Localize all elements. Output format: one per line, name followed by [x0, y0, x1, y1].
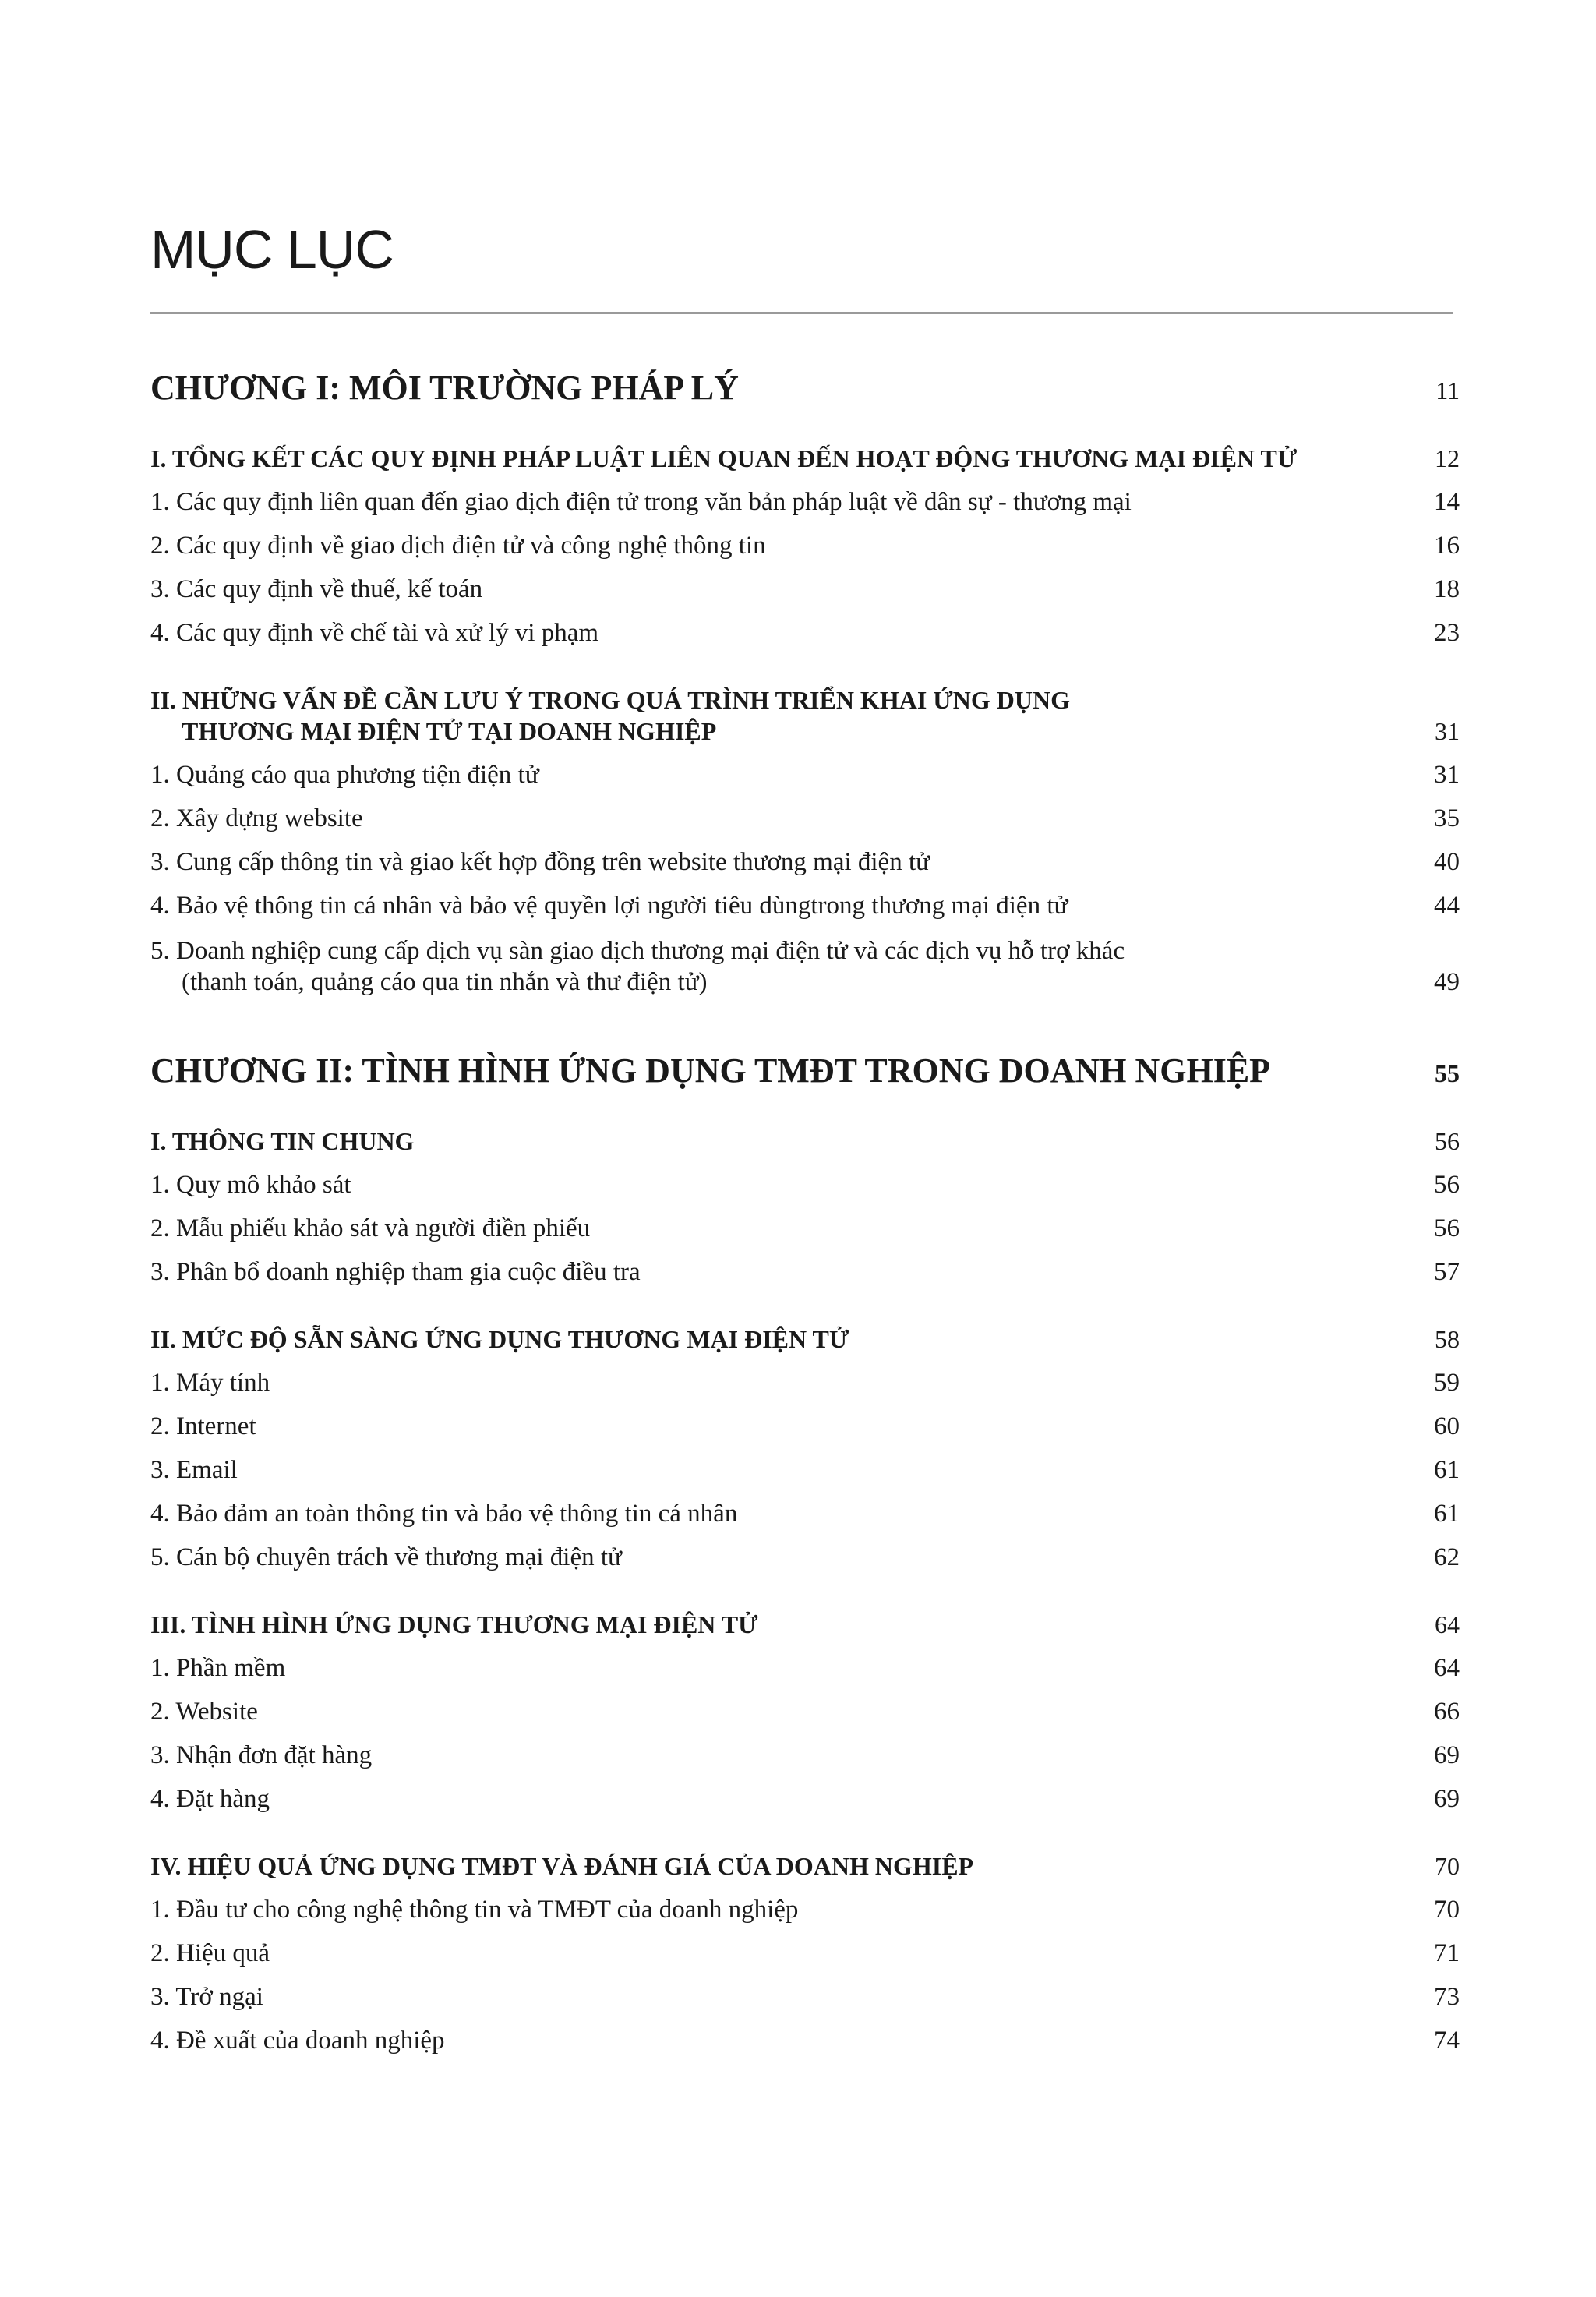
page-number: 31: [1435, 717, 1460, 745]
page-number: 57: [1434, 1258, 1460, 1286]
item-label: 1. Phần mềm: [150, 1654, 286, 1682]
page-number: 73: [1434, 1983, 1460, 2011]
toc-item[interactable]: [150, 935, 1460, 998]
section-title: [150, 684, 1070, 747]
section-title-line: THƯƠNG MẠI ĐIỆN TỬ TẠI DOANH NGHIỆP: [182, 717, 717, 745]
page-number: 62: [1434, 1543, 1460, 1571]
page-number: 56: [1434, 1214, 1460, 1242]
item-label: 2. Hiệu quả: [150, 1939, 270, 1967]
toc-item[interactable]: [150, 619, 1460, 648]
page-number: 70: [1435, 1852, 1460, 1880]
toc-item[interactable]: [150, 1500, 1460, 1528]
toc-item[interactable]: [150, 1369, 1460, 1398]
toc-section[interactable]: [150, 1127, 1460, 1156]
item-label: 1. Quảng cáo qua phương tiện điện tử: [150, 761, 539, 789]
toc-section[interactable]: [150, 1610, 1460, 1639]
item-label-line: 5. Doanh nghiệp cung cấp dịch vụ sàn giao dịch thương mại điện tử và các dịch vụ hỗ trợ khác: [150, 937, 1125, 965]
page-number: 16: [1434, 532, 1460, 560]
item-label: [150, 935, 1125, 998]
page-number: 61: [1434, 1456, 1460, 1484]
toc-item[interactable]: [150, 848, 1460, 877]
page-number: 58: [1435, 1325, 1460, 1353]
page-number: 14: [1434, 488, 1460, 516]
toc-section[interactable]: [150, 1852, 1460, 1881]
toc-item[interactable]: [150, 1698, 1460, 1726]
section-title: III. TÌNH HÌNH ỨNG DỤNG THƯƠNG MẠI ĐIỆN TỬ: [150, 1610, 758, 1638]
chapter-title: CHƯƠNG I: MÔI TRƯỜNG PHÁP LÝ: [150, 369, 739, 407]
toc-item[interactable]: [150, 1741, 1460, 1770]
item-label: 2. Xây dựng website: [150, 804, 363, 832]
page-number: 35: [1434, 804, 1460, 832]
page-number: 44: [1434, 892, 1460, 920]
page-number: 64: [1435, 1610, 1460, 1638]
page-number: 49: [1434, 968, 1460, 996]
page-number: 56: [1434, 1171, 1460, 1199]
section-title: I. TỔNG KẾT CÁC QUY ĐỊNH PHÁP LUẬT LIÊN QUAN ĐẾN HOẠT ĐỘNG THƯƠNG MẠI ĐIỆN TỬ: [150, 444, 1298, 472]
section-title: I. THÔNG TIN CHUNG: [150, 1127, 415, 1155]
item-label: 2. Website: [150, 1698, 258, 1726]
toc-section[interactable]: [150, 1325, 1460, 1354]
item-label: 4. Các quy định về chế tài và xử lý vi phạm: [150, 619, 599, 647]
page-number: 12: [1435, 444, 1460, 472]
toc-section[interactable]: [150, 444, 1460, 473]
toc-item[interactable]: [150, 1412, 1460, 1441]
toc-item[interactable]: [150, 1258, 1460, 1287]
section-title: II. MỨC ĐỘ SẴN SÀNG ỨNG DỤNG THƯƠNG MẠI ĐIỆN TỬ: [150, 1325, 849, 1353]
item-label: 3. Phân bổ doanh nghiệp tham gia cuộc điều tra: [150, 1258, 641, 1286]
title-divider: [150, 312, 1453, 314]
toc-item[interactable]: [150, 1456, 1460, 1485]
toc-item[interactable]: [150, 575, 1460, 604]
toc-item[interactable]: [150, 1214, 1460, 1243]
toc-chapter-1[interactable]: [150, 368, 1460, 408]
page-number: 69: [1434, 1741, 1460, 1769]
page-title: MỤC LỤC: [150, 219, 394, 280]
item-label: 2. Các quy định về giao dịch điện tử và công nghệ thông tin: [150, 532, 766, 560]
page-number: 66: [1434, 1698, 1460, 1726]
toc-item[interactable]: [150, 532, 1460, 560]
page-number: 71: [1434, 1939, 1460, 1967]
item-label: 1. Quy mô khảo sát: [150, 1171, 351, 1199]
item-label: 2. Mẫu phiếu khảo sát và người điền phiếu: [150, 1214, 591, 1242]
page-number: 31: [1434, 761, 1460, 789]
chapter-title: CHƯƠNG II: TÌNH HÌNH ỨNG DỤNG TMĐT TRONG DOANH NGHIỆP: [150, 1051, 1271, 1090]
page-number: 40: [1434, 848, 1460, 876]
toc-item[interactable]: [150, 804, 1460, 833]
toc-item[interactable]: [150, 1785, 1460, 1814]
page-number: 55: [1435, 1059, 1460, 1087]
section-title-line: II. NHỮNG VẤN ĐỀ CẦN LƯU Ý TRONG QUÁ TRÌNH TRIỂN KHAI ỨNG DỤNG: [150, 686, 1070, 714]
toc-item[interactable]: [150, 1983, 1460, 2012]
toc-item[interactable]: [150, 892, 1460, 921]
page-number: 23: [1434, 619, 1460, 647]
toc-chapter-2[interactable]: [150, 1051, 1460, 1090]
toc-item[interactable]: [150, 1896, 1460, 1924]
item-label: 4. Đặt hàng: [150, 1785, 270, 1813]
page-number: 60: [1434, 1412, 1460, 1440]
item-label: 2. Internet: [150, 1412, 256, 1440]
page-number: 18: [1434, 575, 1460, 603]
item-label: 3. Cung cấp thông tin và giao kết hợp đồng trên website thương mại điện tử: [150, 848, 930, 876]
toc-item[interactable]: [150, 761, 1460, 790]
page-number: 11: [1435, 376, 1460, 405]
item-label: 3. Các quy định về thuế, kế toán: [150, 575, 483, 603]
item-label: 1. Máy tính: [150, 1369, 270, 1397]
page-number: 61: [1434, 1500, 1460, 1528]
page-number: 74: [1434, 2027, 1460, 2055]
page-number: 64: [1434, 1654, 1460, 1682]
toc-section[interactable]: [150, 684, 1460, 747]
item-label: 3. Trở ngại: [150, 1983, 263, 2011]
item-label: 4. Bảo đảm an toàn thông tin và bảo vệ thông tin cá nhân: [150, 1500, 738, 1528]
item-label: 4. Bảo vệ thông tin cá nhân và bảo vệ quyền lợi người tiêu dùngtrong thương mại điện tử: [150, 892, 1068, 920]
section-title: IV. HIỆU QUẢ ỨNG DỤNG TMĐT VÀ ĐÁNH GIÁ CỦA DOANH NGHIỆP: [150, 1852, 974, 1880]
page-number: 59: [1434, 1369, 1460, 1397]
page-number: 70: [1434, 1896, 1460, 1924]
item-label: 3. Email: [150, 1456, 238, 1484]
item-label-line: (thanh toán, quảng cáo qua tin nhắn và thư điện tử): [182, 968, 708, 996]
item-label: 5. Cán bộ chuyên trách về thương mại điện tử: [150, 1543, 622, 1571]
toc-item[interactable]: [150, 1171, 1460, 1200]
page-number: 56: [1435, 1127, 1460, 1155]
toc-item[interactable]: [150, 488, 1460, 517]
item-label: 1. Các quy định liên quan đến giao dịch điện tử trong văn bản pháp luật về dân sự - thương mại: [150, 488, 1132, 516]
page-number: 69: [1434, 1785, 1460, 1813]
item-label: 3. Nhận đơn đặt hàng: [150, 1741, 373, 1769]
item-label: 4. Đề xuất của doanh nghiệp: [150, 2027, 445, 2055]
item-label: 1. Đầu tư cho công nghệ thông tin và TMĐT của doanh nghiệp: [150, 1896, 799, 1924]
toc-item[interactable]: [150, 1543, 1460, 1572]
toc-item[interactable]: [150, 2027, 1460, 2055]
toc-item[interactable]: [150, 1939, 1460, 1968]
toc-item[interactable]: [150, 1654, 1460, 1683]
